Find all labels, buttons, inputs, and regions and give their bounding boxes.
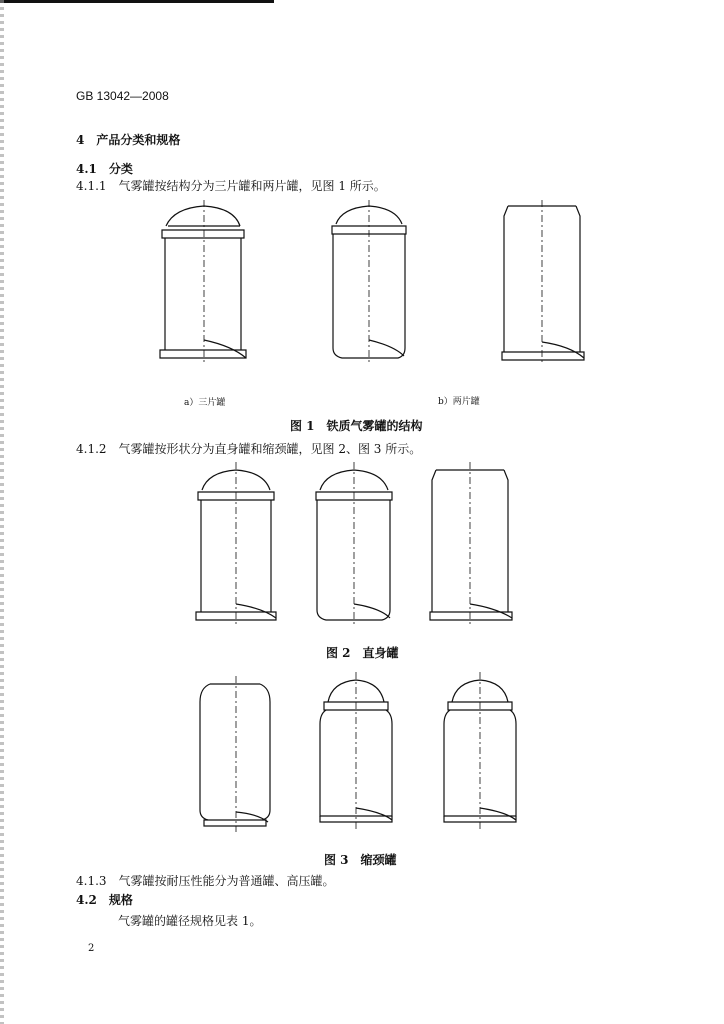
can-two-piece-flat [502,200,584,362]
section-4-2-title: 4.2 规格 [76,893,133,907]
straight-can-two-piece-dome [316,462,392,624]
top-rule [0,0,274,3]
figure-1-subcaption-b: b）两片罐 [438,397,480,407]
figure-2-caption: 图 2 直身罐 [326,646,399,660]
section-4-1-1-text: 4.1.1 气雾罐按结构分为三片罐和两片罐，见图 1 所示。 [76,179,386,193]
figure-1-caption: 图 1 铁质气雾罐的结构 [290,419,423,433]
figure-1-subcaption-a: a）三片罐 [184,398,226,408]
straight-can-three-piece [196,462,276,624]
necked-can-flat [200,676,270,832]
can-three-piece [160,200,246,362]
can-two-piece-dome [332,200,406,362]
figure-3-caption: 图 3 缩颈罐 [324,853,397,867]
figure-1-drawing [0,200,724,390]
section-4-title: 4 产品分类和规格 [76,133,181,147]
necked-can-three-piece [320,672,392,830]
figure-2-drawing [0,458,724,628]
section-4-1-title: 4.1 分类 [76,162,133,176]
figure-3-drawing [0,672,724,842]
section-4-1-2-text: 4.1.2 气雾罐按形状分为直身罐和缩颈罐，见图 2、图 3 所示。 [76,442,422,456]
standard-number: GB 13042—2008 [76,89,169,103]
page-number: 2 [88,943,95,954]
section-4-2-body: 气雾罐的罐径规格见表 1。 [118,914,262,928]
necked-can-two-piece-dome [444,672,516,830]
section-4-1-3-text: 4.1.3 气雾罐按耐压性能分为普通罐、高压罐。 [76,874,335,888]
straight-can-two-piece-flat [430,462,512,624]
